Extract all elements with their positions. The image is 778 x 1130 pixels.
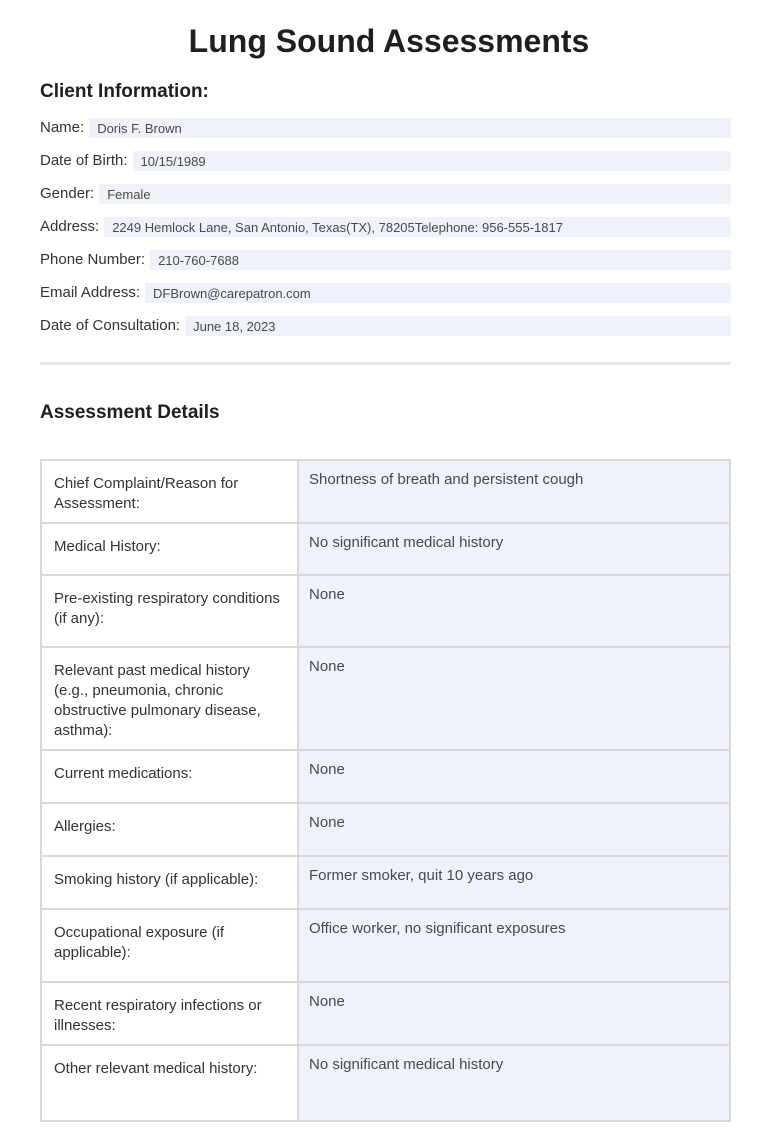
assessment-row-value-input[interactable]: No significant medical history: [298, 523, 730, 575]
client-field-label: Gender:: [40, 185, 95, 202]
client-field-row: [40, 118, 731, 138]
client-field-row: [40, 151, 731, 171]
client-field-row: [40, 184, 731, 204]
client-field-label: Address:: [40, 218, 100, 235]
client-field-label: Phone Number:: [40, 251, 146, 268]
assessment-row-label: Smoking history (if applicable):: [41, 856, 298, 909]
assessment-row-label: Chief Complaint/Reason for Assessment:: [41, 460, 298, 523]
client-field-row: [40, 283, 731, 303]
assessment-row-value-input[interactable]: None: [298, 982, 730, 1045]
client-field-value-input[interactable]: 210-760-7688: [150, 250, 731, 270]
client-field-value-input[interactable]: June 18, 2023: [185, 316, 731, 336]
assessment-table-row: [41, 523, 730, 575]
section-divider: [40, 362, 731, 365]
client-field-value-input[interactable]: 2249 Hemlock Lane, San Antonio, Texas(TX), 78205Telephone: 956-555-1817: [104, 217, 731, 237]
assessment-row-value-input[interactable]: None: [298, 803, 730, 856]
assessment-row-value-input[interactable]: None: [298, 575, 730, 647]
assessment-details-table: [40, 459, 731, 1122]
client-field-value-input[interactable]: Doris F. Brown: [89, 118, 731, 138]
client-field-label: Email Address:: [40, 284, 141, 301]
client-field-label: Date of Birth:: [40, 152, 128, 169]
assessment-table-row: [41, 1045, 730, 1121]
assessment-table-row: [41, 856, 730, 909]
assessment-table-row: [41, 647, 730, 750]
assessment-table-row: [41, 909, 730, 982]
assessment-row-value-input[interactable]: None: [298, 647, 730, 750]
client-field-row: [40, 316, 731, 336]
assessment-row-label: Relevant past medical history (e.g., pneumonia, chronic obstructive pulmonary disease, asthma):: [41, 647, 298, 750]
client-field-value-input[interactable]: DFBrown@carepatron.com: [145, 283, 731, 303]
assessment-table-row: [41, 750, 730, 803]
assessment-row-value-input[interactable]: Shortness of breath and persistent cough: [298, 460, 730, 523]
assessment-row-value-input[interactable]: Former smoker, quit 10 years ago: [298, 856, 730, 909]
assessment-row-value-input[interactable]: No significant medical history: [298, 1045, 730, 1121]
client-information-heading: Client Information:: [40, 81, 209, 102]
client-field-row: [40, 217, 731, 237]
assessment-row-label: Allergies:: [41, 803, 298, 856]
assessment-row-label: Pre-existing respiratory conditions (if any):: [41, 575, 298, 647]
assessment-row-label: Medical History:: [41, 523, 298, 575]
assessment-row-label: Other relevant medical history:: [41, 1045, 298, 1121]
assessment-row-label: Recent respiratory infections or illnesses:: [41, 982, 298, 1045]
assessment-table-row: [41, 803, 730, 856]
assessment-table-row: [41, 575, 730, 647]
assessment-row-value-input[interactable]: Office worker, no significant exposures: [298, 909, 730, 982]
client-field-label: Name:: [40, 119, 85, 136]
assessment-table-row: [41, 460, 730, 523]
assessment-table-row: [41, 982, 730, 1045]
client-field-label: Date of Consultation:: [40, 317, 181, 334]
assessment-row-label: Current medications:: [41, 750, 298, 803]
assessment-row-value-input[interactable]: None: [298, 750, 730, 803]
client-field-row: [40, 250, 731, 270]
client-field-value-input[interactable]: Female: [99, 184, 731, 204]
page-title: Lung Sound Assessments: [188, 23, 590, 59]
assessment-row-label: Occupational exposure (if applicable):: [41, 909, 298, 982]
client-field-value-input[interactable]: 10/15/1989: [133, 151, 731, 171]
assessment-details-heading: Assessment Details: [40, 402, 220, 423]
client-information-fields: [40, 118, 731, 336]
